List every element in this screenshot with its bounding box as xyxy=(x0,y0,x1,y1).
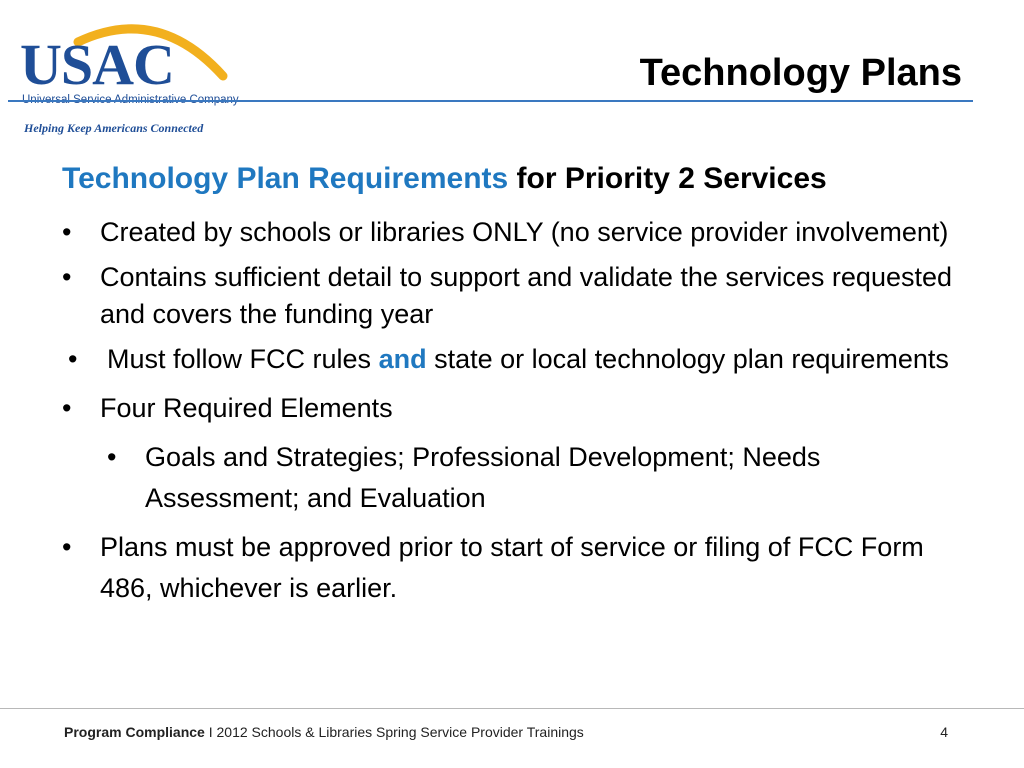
bullet-list xyxy=(62,214,962,617)
bullet-item: • Four Required Elements xyxy=(62,390,962,427)
logo-tagline: Helping Keep Americans Connected xyxy=(24,121,204,135)
page-number: 4 xyxy=(940,724,948,740)
bullet-text: state or local technology plan requirements xyxy=(434,344,949,374)
slide-subtitle xyxy=(62,162,827,196)
footer-separator: I xyxy=(208,724,213,740)
bullet-item: • Created by schools or libraries ONLY (no service provider involvement) xyxy=(62,214,962,251)
bullet-item xyxy=(62,341,962,378)
slide-title: Technology Plans xyxy=(639,52,962,94)
sub-bullet-item: • Goals and Strategies; Professional Development; Needs Assessment; and Evaluation xyxy=(107,437,962,519)
bullet-emphasis: and xyxy=(378,344,427,374)
footer-divider xyxy=(0,708,1024,709)
header-divider xyxy=(8,100,973,102)
bullet-item: • Plans must be approved prior to start of service or filing of FCC Form 486, whichever is earlier. xyxy=(62,527,962,609)
usac-logo xyxy=(18,14,238,135)
logo-wordmark: USAC xyxy=(20,32,174,97)
subtitle-highlight: Technology Plan Requirements xyxy=(62,162,509,195)
footer xyxy=(64,724,584,740)
bullet-item: • Contains sufficient detail to support and validate the services requested and covers the funding year xyxy=(62,259,962,333)
bullet-text: Must follow FCC rules xyxy=(107,344,372,374)
subtitle-rest: for Priority 2 Services xyxy=(516,162,827,195)
footer-section: Program Compliance xyxy=(64,724,205,740)
footer-text: 2012 Schools & Libraries Spring Service Provider Trainings xyxy=(216,724,584,740)
